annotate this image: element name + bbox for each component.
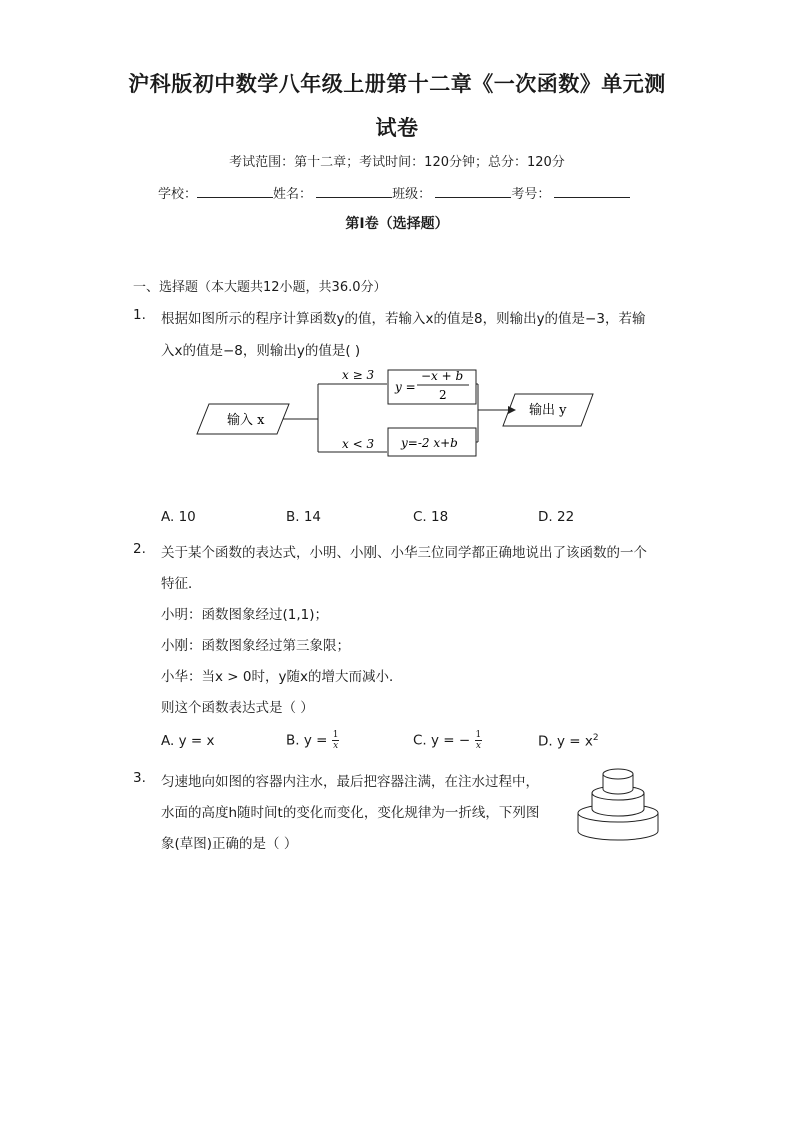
class-blank[interactable]: [435, 185, 511, 198]
q1-flowchart: [195, 362, 605, 464]
q2-option-b-prefix: B. y =: [286, 732, 328, 749]
student-info-line: [158, 183, 638, 202]
formula-top-den: 2: [439, 388, 447, 402]
volume-title: 第I卷（选择题）: [345, 216, 449, 232]
q2-number: 2.: [133, 541, 146, 557]
q2-option-b[interactable]: [286, 730, 339, 751]
school-blank[interactable]: [197, 185, 273, 198]
arrow-head: [508, 406, 516, 414]
name-blank[interactable]: [316, 185, 392, 198]
school-label: 学校：: [158, 187, 198, 202]
fraction-numerator: 1: [475, 730, 482, 740]
formula-top-num: −x + b: [421, 369, 464, 383]
q2-statement-hua: 小华：当x > 0时，y随x的增大而减小．: [161, 669, 403, 685]
q1-option-c[interactable]: C. 18: [413, 509, 449, 525]
page-title: 沪科版初中数学八年级上册第十二章《一次函数》单元测: [128, 71, 666, 96]
fraction-denominator: x: [475, 741, 481, 751]
q2-option-d-exponent: 2: [592, 733, 599, 743]
q2-option-a[interactable]: A. y = x: [161, 733, 215, 749]
exam-info: 考试范围：第十二章；考试时间：120分钟；总分：120分: [229, 155, 565, 170]
section-heading: 一、选择题（本大题共12小题，共36.0分）: [133, 280, 387, 295]
id-label: 考号：: [511, 187, 551, 202]
q1-option-d[interactable]: D. 22: [538, 509, 575, 525]
q1-option-b[interactable]: B. 14: [286, 509, 322, 525]
q1-number: 1.: [133, 307, 146, 323]
formula-top-lhs: y =: [395, 380, 416, 394]
q2-option-b-fraction: [332, 730, 340, 751]
q2-question: 则这个函数表达式是（ ）: [161, 700, 314, 716]
q2-statement-ming: 小明：函数图象经过(1,1)；: [161, 607, 329, 623]
q2-statement-gang: 小刚：函数图象经过第三象限；: [161, 638, 350, 654]
q2-text-line2: 特征．: [161, 576, 202, 592]
q1-text-line1: 根据如图所示的程序计算函数y的值，若输入x的值是8，则输出y的值是−3，若输: [161, 311, 646, 327]
fraction-numerator: 1: [332, 730, 339, 740]
id-blank[interactable]: [554, 185, 630, 198]
name-label: 姓名：: [273, 187, 313, 202]
q2-text-line1: 关于某个函数的表达式，小明、小刚、小华三位同学都正确地说出了该函数的一个: [161, 545, 647, 561]
q3-text-line1: 匀速地向如图的容器内注水，最后把容器注满，在注水过程中，: [161, 774, 539, 790]
fraction-denominator: x: [333, 741, 339, 751]
output-label: 输出 y: [529, 403, 567, 418]
q1-text-line2: 入x的值是−8，则输出y的值是( ): [161, 343, 361, 359]
condition-bottom: x < 3: [342, 437, 375, 451]
q3-container-figure: [572, 765, 664, 847]
formula-bottom: y=-2 x+b: [401, 436, 458, 450]
input-label: 输入 x: [227, 413, 265, 428]
class-label: 班级：: [392, 187, 432, 202]
condition-top: x ≥ 3: [342, 368, 375, 382]
q3-number: 3.: [133, 770, 146, 786]
q3-text-line3: 象(草图)正确的是（ ）: [161, 836, 298, 852]
q2-option-c-fraction: [475, 730, 483, 751]
q3-text-line2: 水面的高度h随时间t的变化而变化，变化规律为一折线，下列图: [161, 805, 540, 821]
q1-option-a[interactable]: A. 10: [161, 509, 196, 525]
q2-option-d-prefix: D. y = x: [538, 733, 593, 750]
q2-option-c-prefix: C. y = −: [413, 732, 471, 749]
page-title-cont: 试卷: [375, 115, 419, 140]
q2-option-c[interactable]: [413, 730, 482, 751]
q2-option-d[interactable]: [538, 733, 599, 750]
